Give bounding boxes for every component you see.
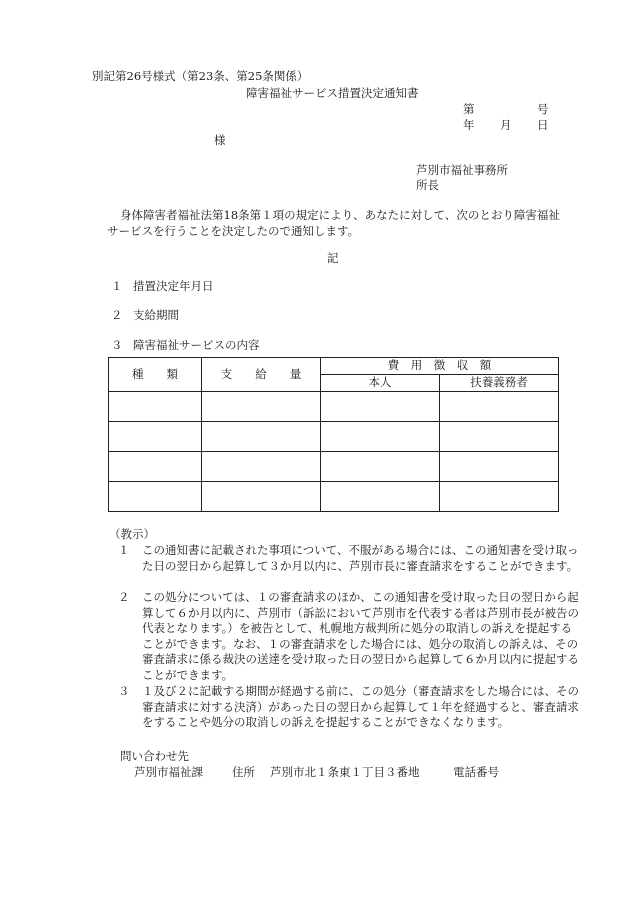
contact-address-label: 住所 bbox=[232, 765, 255, 779]
notice-item-number: １ bbox=[118, 543, 130, 557]
cell-amount bbox=[202, 422, 321, 452]
header-type: 種 類 bbox=[109, 358, 202, 392]
cell-supporter bbox=[440, 392, 559, 422]
header-self: 本人 bbox=[321, 375, 440, 392]
section-1-number: １ bbox=[111, 279, 123, 293]
contact-heading: 問い合わせ先 bbox=[120, 749, 189, 763]
cell-amount bbox=[202, 452, 321, 482]
notice-item-1 bbox=[118, 543, 580, 574]
notice-item-2 bbox=[118, 590, 580, 683]
intro-line-2: サービスを行うことを決定したので通知します。 bbox=[107, 224, 360, 238]
table-row bbox=[109, 422, 559, 452]
notice-item-number: ２ bbox=[118, 590, 130, 604]
cell-self bbox=[321, 422, 440, 452]
cell-self bbox=[321, 392, 440, 422]
contact-department: 芦別市福祉課 bbox=[134, 765, 203, 779]
cell-self bbox=[321, 452, 440, 482]
intro-line-1: 身体障害者福祉法第18条第１項の規定により、あなたに対して、次のとおり障害福祉 bbox=[120, 208, 560, 222]
section-2-number: ２ bbox=[111, 308, 123, 322]
contact-phone-label: 電話番号 bbox=[453, 765, 499, 779]
recipient-suffix: 様 bbox=[214, 133, 226, 147]
cell-type bbox=[109, 452, 202, 482]
cell-amount bbox=[202, 392, 321, 422]
section-1-label: 措置決定年月日 bbox=[133, 279, 214, 293]
notice-item-number: ３ bbox=[118, 684, 130, 698]
services-table bbox=[108, 357, 559, 512]
date-year: 年 bbox=[463, 118, 475, 132]
cell-type bbox=[109, 422, 202, 452]
table-row bbox=[109, 392, 559, 422]
notice-item-text: この処分については、１の審査請求のほか、この通知書を受け取った日の翌日から起算して６か月以内に、芦別市（訴訟において芦別市を代表する者は芦別市長が被告の代表となります。）を被告として、札幌地方裁判所に処分の取消しの訴えを提起することができます。なお、１の審査請求をした場合には、処分の取消しの訴えは、その審査請求に係る裁決の送達を受け取った日の翌日から起算して６か月以内に提起することができます。 bbox=[142, 590, 579, 682]
cell-supporter bbox=[440, 452, 559, 482]
issuer-office: 芦別市福祉事務所 bbox=[416, 163, 508, 177]
issuer-title: 所長 bbox=[416, 178, 439, 192]
section-3-label: 障害福祉サービスの内容 bbox=[133, 338, 260, 352]
contact-address: 芦別市北１条東１丁目３番地 bbox=[270, 765, 420, 779]
cell-self bbox=[321, 482, 440, 512]
table-row bbox=[109, 482, 559, 512]
header-cost: 費 用 徴 収 額 bbox=[321, 358, 559, 375]
ki-marker: 記 bbox=[327, 251, 339, 265]
notice-item-3 bbox=[118, 684, 580, 731]
cell-type bbox=[109, 482, 202, 512]
date-month: 月 bbox=[500, 118, 512, 132]
document-title: 障害福祉サービス措置決定通知書 bbox=[246, 86, 419, 100]
section-3-number: ３ bbox=[111, 338, 123, 352]
notice-heading: （教示） bbox=[109, 527, 155, 541]
cell-supporter bbox=[440, 422, 559, 452]
number-suffix: 号 bbox=[537, 102, 549, 116]
date-day: 日 bbox=[537, 118, 549, 132]
cell-supporter bbox=[440, 482, 559, 512]
notice-item-text: １及び２に記載する期間が経過する前に、この処分（審査請求をした場合には、その審査請求に対する決済）があった日の翌日から起算して１年を経過すると、審査請求をすることや処分の取消しの訴えを提起することができなくなります。 bbox=[142, 684, 579, 729]
section-2-label: 支給期間 bbox=[133, 308, 179, 322]
notice-item-text: この通知書に記載された事項について、不服がある場合には、この通知書を受け取った日の翌日から起算して３か月以内に、芦別市長に審査請求をすることができます。 bbox=[142, 543, 579, 573]
header-supporter: 扶養義務者 bbox=[440, 375, 559, 392]
number-prefix: 第 bbox=[463, 102, 475, 116]
header-amount: 支 給 量 bbox=[202, 358, 321, 392]
table-row bbox=[109, 452, 559, 482]
form-number: 別記第26号様式（第23条、第25条関係） bbox=[92, 69, 309, 83]
cell-type bbox=[109, 392, 202, 422]
cell-amount bbox=[202, 482, 321, 512]
